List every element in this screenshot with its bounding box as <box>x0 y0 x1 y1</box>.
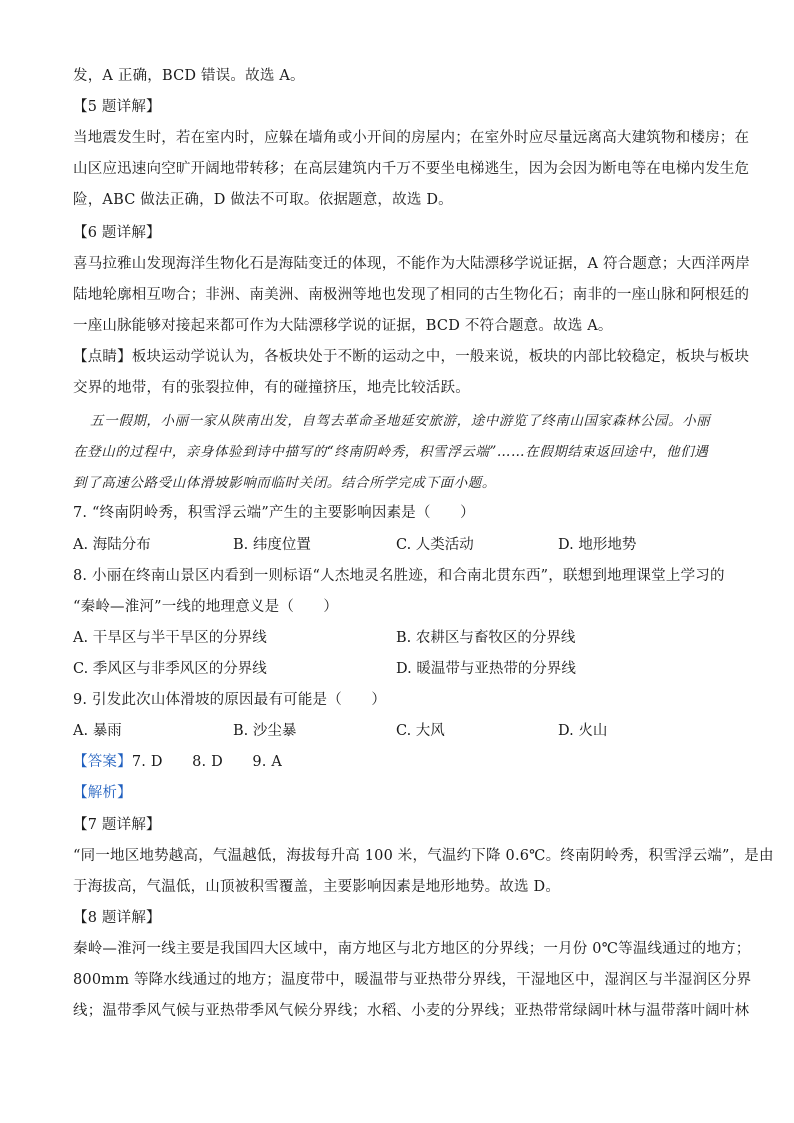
text-line: 陆地轮廓相互吻合；非洲、南美洲、南极洲等地也发现了相同的古生物化石；南非的一座山脉和阿根廷的 <box>73 287 750 303</box>
text-line: 交界的地带，有的张裂拉伸，有的碰撞挤压，地壳比较活跃。 <box>73 380 470 396</box>
intro-line: 在登山的过程中，亲身体验到诗中描写的“终南阴岭秀，积雪浮云端”……在假期结束返回途中，他们遇 <box>73 444 709 460</box>
q7-option-b: B. 纬度位置 <box>233 537 311 553</box>
text-line: 800mm 等降水线通过的地方；温度带中，暖温带与亚热带分界线，干湿地区中，湿润区与半湿润区分界 <box>73 972 752 988</box>
text-line: “同一地区地势越高，气温越低，海拔每升高 100 米，气温约下降 0.6℃。终南阴岭秀，积雪浮云端”，是由 <box>73 848 774 864</box>
q7-option-c: C. 人类活动 <box>396 537 474 553</box>
q8-option-a: A. 干旱区与半干旱区的分界线 <box>73 630 267 646</box>
section-heading: 【6 题详解】 <box>73 225 161 241</box>
q8-option-d: D. 暖温带与亚热带的分界线 <box>396 661 576 677</box>
text-line: 于海拔高，气温低，山顶被积雪覆盖，主要影响因素是地形地势。故选 D。 <box>73 879 561 895</box>
text-line <box>73 347 750 367</box>
q9-option-c: C. 大风 <box>396 723 445 739</box>
q8-option-c: C. 季风区与非季风区的分界线 <box>73 661 267 677</box>
q7-option-a: A. 海陆分布 <box>73 537 151 553</box>
text-line: 线；温带季风气候与亚热带季风气候分界线；水稻、小麦的分界线；亚热带常绿阔叶林与温带落叶阔叶林 <box>73 1003 750 1019</box>
q9-option-d: D. 火山 <box>558 723 608 739</box>
question-9-stem: 9. 引发此次山体滑坡的原因最有可能是（ ） <box>73 692 387 708</box>
answer-label: 【答案】 <box>73 754 132 770</box>
q7-option-d: D. 地形地势 <box>558 537 637 553</box>
dianjing-label: 【点睛】 <box>73 349 132 365</box>
q9-option-a: A. 暴雨 <box>73 723 122 739</box>
q9-option-b: B. 沙尘暴 <box>233 723 297 739</box>
text-line: 秦岭—淮河一线主要是我国四大区域中，南方地区与北方地区的分界线；一月份 0℃等温线通过的地方； <box>73 941 751 957</box>
text-line: 当地震发生时，若在室内时，应躲在墙角或小开间的房屋内；在室外时应尽量远离高大建筑物和楼房；在 <box>73 130 750 146</box>
question-7-stem: 7. “终南阴岭秀，积雪浮云端”产生的主要影响因素是（ ） <box>73 505 475 521</box>
text-line: 发，A 正确，BCD 错误。故选 A。 <box>73 68 305 84</box>
q8-option-b: B. 农耕区与畜牧区的分界线 <box>396 630 576 646</box>
text-line: 喜马拉雅山发现海洋生物化石是海陆变迁的体现，不能作为大陆漂移学说证据，A 符合题意；大西洋两岸 <box>73 256 750 272</box>
intro-line: 到了高速公路受山体滑坡影响而临时关闭。结合所学完成下面小题。 <box>73 475 496 491</box>
section-heading: 【7 题详解】 <box>73 817 161 833</box>
answer-text: 7. D 8. D 9. A <box>131 754 283 770</box>
question-8-stem: 8. 小丽在终南山景区内看到一则标语“人杰地灵名胜迹，和合南北贯东西”，联想到地理课堂上学习的 <box>73 568 725 584</box>
analysis-label: 【解析】 <box>73 785 132 801</box>
text-line: 险，ABC 做法正确，D 做法不可取。依据题意，故选 D。 <box>73 192 453 208</box>
answer-line <box>73 752 734 772</box>
text-line: 一座山脉能够对接起来都可作为大陆漂移学说的证据，BCD 不符合题意。故选 A。 <box>73 318 613 334</box>
text-line: 山区应迅速向空旷开阔地带转移；在高层建筑内千万不要坐电梯逃生，因为会因为断电等在电梯内发生危 <box>73 161 750 177</box>
question-8-stem: “秦岭—淮河”一线的地理意义是（ ） <box>73 599 339 615</box>
dianjing-text: 板块运动学说认为，各板块处于不断的运动之中，一般来说，板块的内部比较稳定，板块与板块 <box>131 349 750 365</box>
section-heading: 【8 题详解】 <box>73 910 161 926</box>
section-heading: 【5 题详解】 <box>73 99 161 115</box>
intro-line: 五一假期，小丽一家从陕南出发，自驾去革命圣地延安旅游，途中游览了终南山国家森林公园。小丽 <box>90 413 711 429</box>
